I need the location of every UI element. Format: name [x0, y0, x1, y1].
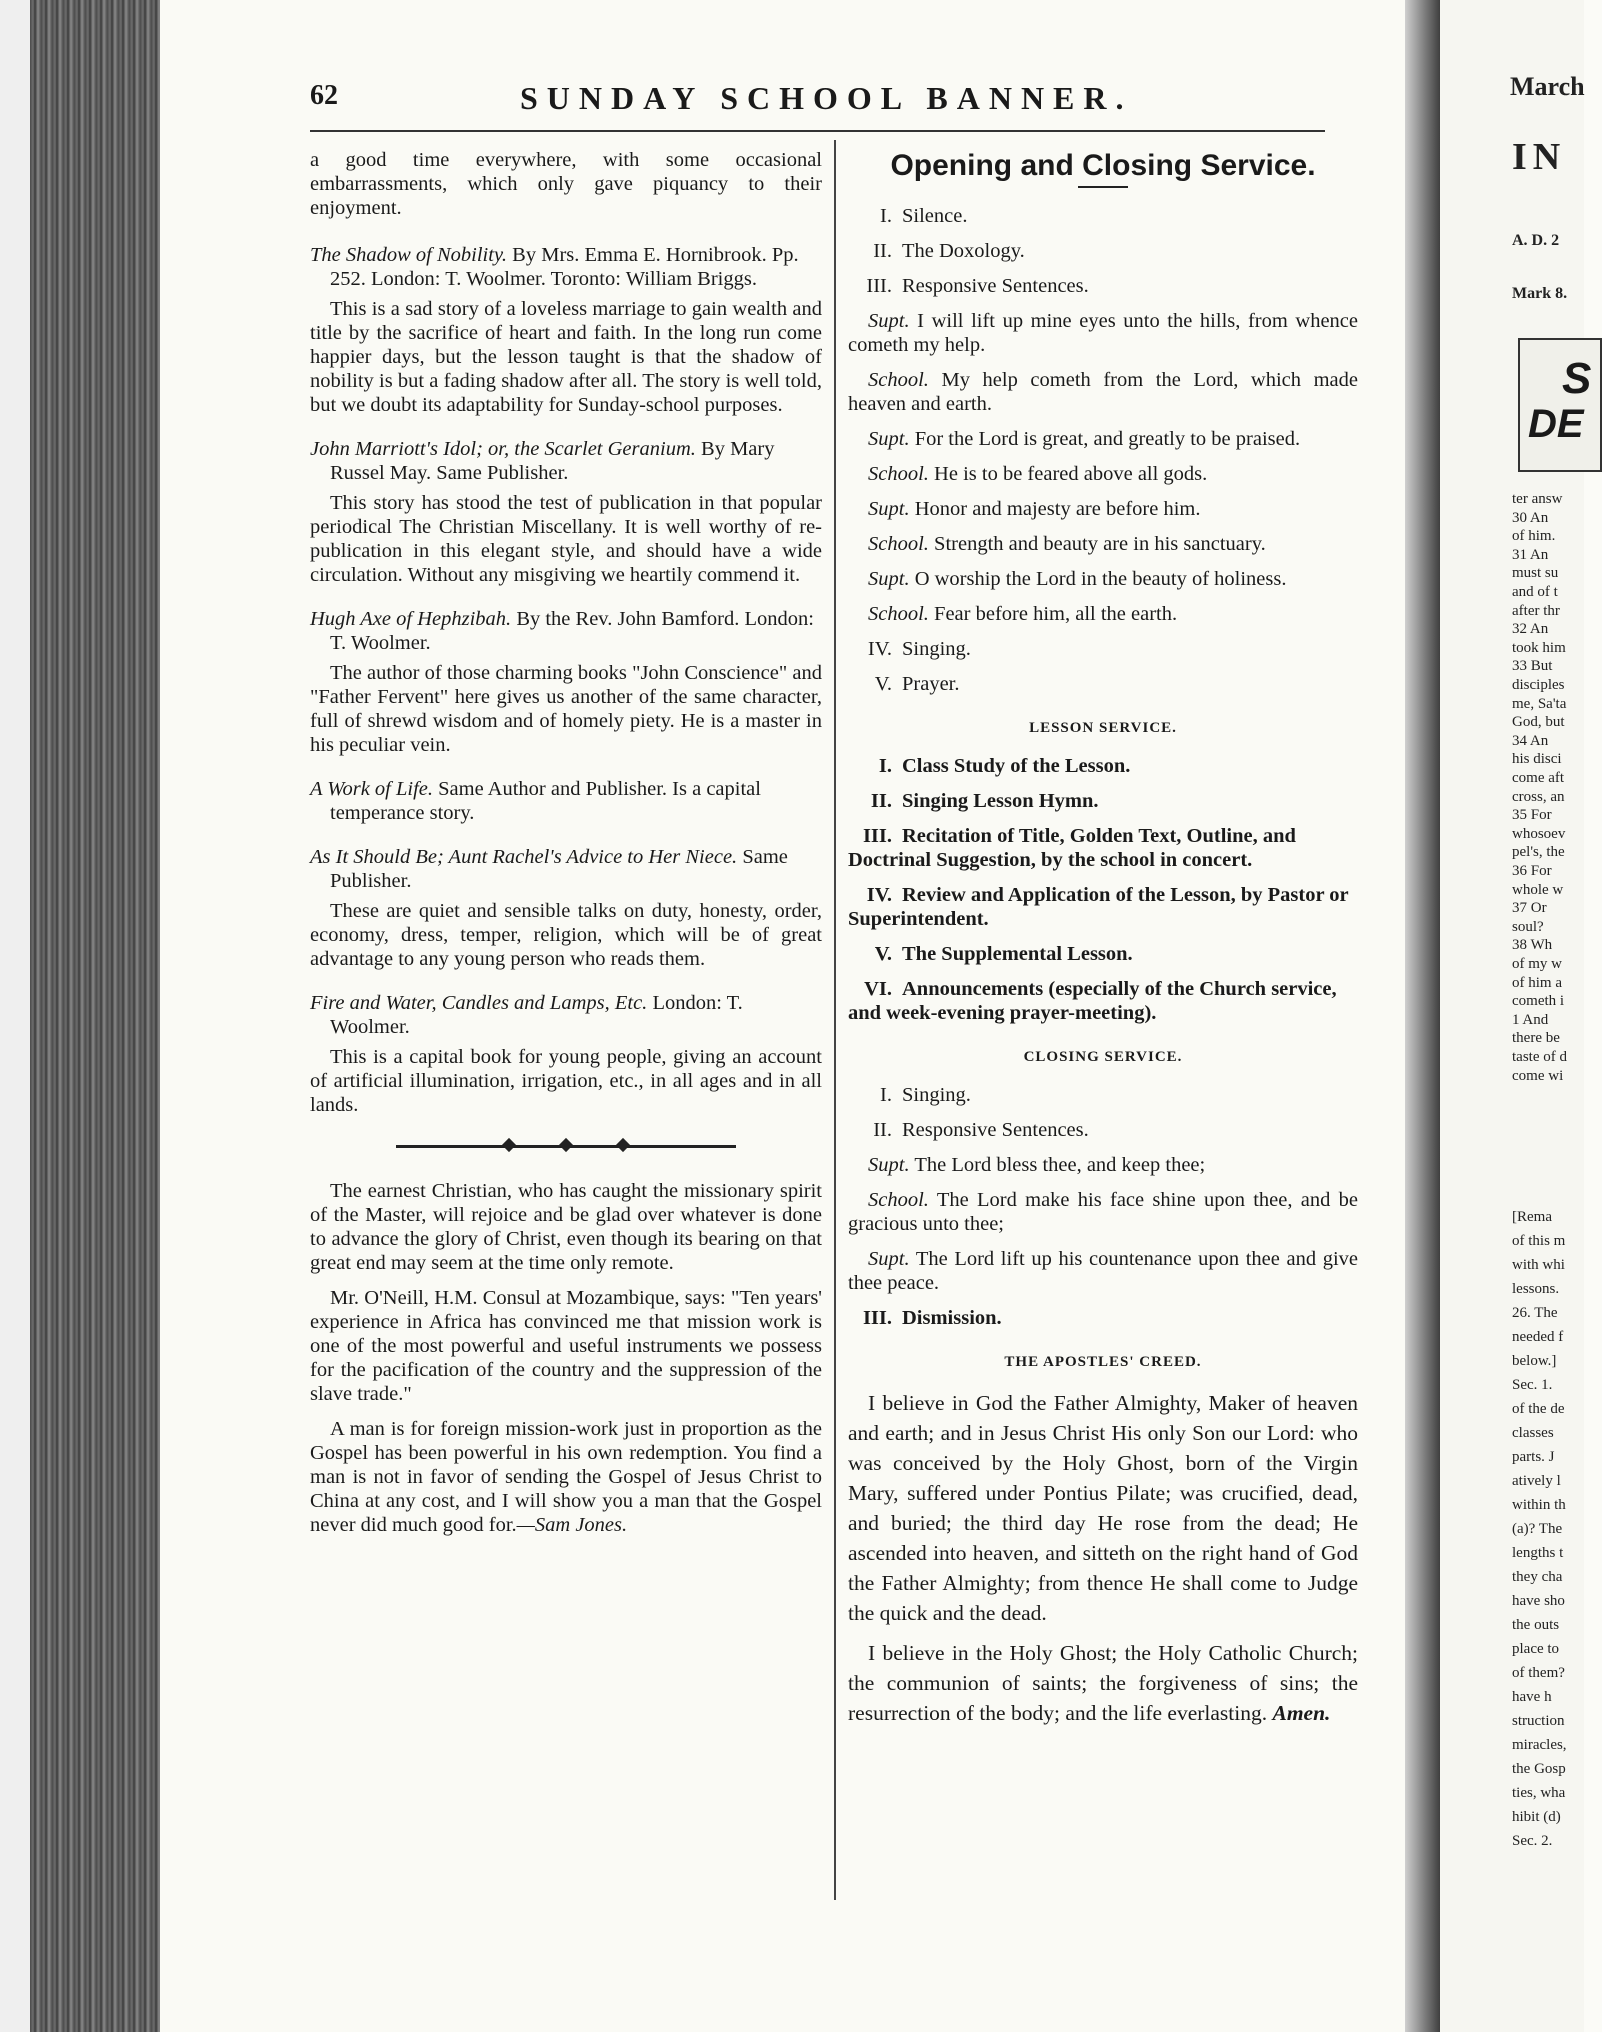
- book-title: Fire and Water, Candles and Lamps, Etc.: [310, 992, 648, 1014]
- item-text: Singing Lesson Hymn.: [902, 790, 1099, 812]
- speaker: School.: [868, 1189, 929, 1211]
- book-review: These are quiet and sensible talks on duty, honesty, order, economy, dress, temper, religion, which will be of great advantage to any young person who reads them.: [310, 900, 822, 970]
- closing-service-heading: CLOSING SERVICE.: [1023, 1049, 1183, 1065]
- facing-line: 1 And: [1512, 1011, 1549, 1028]
- facing-line: classes: [1512, 1425, 1554, 1441]
- response-line: [848, 1188, 1358, 1236]
- facing-line: 33 But: [1512, 658, 1553, 675]
- paragraph-oneill: Mr. O'Neill, H.M. Consul at Mozambique, says: "Ten years' experience in Africa has convinced me that mission work is one of the most powerful and useful instruments we possess for the pacification of the country and the suppression of the slave trade.": [310, 1287, 822, 1405]
- column-rule: [834, 140, 836, 1900]
- item-number: III.: [862, 825, 892, 847]
- book-review: This is a sad story of a loveless marriage to gain wealth and title by the sacrifice of heart and faith. In the long run come happier days, but the lesson taught is that the shadow of nobility is but a fading shadow after all. The story is well told, but we doubt its adaptability for Sunday-school purposes.: [310, 298, 822, 416]
- item-number: II.: [873, 1119, 892, 1141]
- item-number: VI.: [864, 978, 892, 1000]
- book-review: This story has stood the test of publication in that popular periodical The Christian Miscellany. It is well worthy of re-publication in this elegant style, and should have a wide circulation. Without any misgiving we heartily commend it.: [310, 492, 822, 586]
- response-line: [848, 532, 1358, 556]
- response-line: [848, 1247, 1358, 1295]
- item-number: V.: [874, 673, 892, 695]
- item-text: The Doxology.: [902, 240, 1025, 262]
- response-text: The Lord bless thee, and keep thee;: [914, 1154, 1206, 1176]
- facing-line: of my w: [1512, 956, 1562, 972]
- speaker: Supt.: [868, 568, 910, 590]
- book-title-line: [310, 991, 822, 1039]
- facing-line: there be: [1512, 1030, 1560, 1047]
- facing-line: atively l: [1512, 1473, 1561, 1489]
- service-title: Opening and Closing Service.: [890, 149, 1316, 182]
- facing-line: ter answ: [1512, 491, 1563, 507]
- running-header: [310, 80, 1320, 120]
- facing-line: [Rema: [1512, 1209, 1552, 1225]
- response-line: [848, 602, 1358, 626]
- book-title-line: [310, 437, 822, 485]
- facing-line: me, Sa'ta: [1512, 695, 1567, 712]
- speaker: School.: [868, 533, 929, 555]
- creed-paragraph-2: I believe in the Holy Ghost; the Holy Catholic Church; the communion of saints; the forgiveness of sins; the resurrection of the body; and the life everlasting. Amen.: [848, 1641, 1358, 1725]
- facing-date: A. D. 2: [1512, 232, 1560, 249]
- service-item: [848, 883, 1358, 931]
- creed-paragraph-1: I believe in God the Father Almighty, Maker of heaven and earth; and in Jesus Christ His only Son our Lord: who was conceived by the Holy Ghost, born of the Virgin Mary, suffered under Pontius Pilate; was crucified, dead, and buried; the third day He rose from the dead; He ascended into heaven, and sitteth on the right hand of God the Father Almighty; from thence He shall come to Judge the quick and the dead.: [848, 1391, 1358, 1625]
- book-entry: [310, 845, 822, 971]
- facing-line: disciples: [1512, 677, 1565, 693]
- paragraph-christian: The earnest Christian, who has caught the missionary spirit of the Master, will rejoice and be glad over whatever is done to advance the glory of Christ, even though its bearing on that great end may seem at the time only remote.: [310, 1180, 822, 1274]
- book-title: The Shadow of Nobility.: [310, 244, 508, 266]
- speaker: School.: [868, 369, 929, 391]
- facing-line: parts. J: [1512, 1449, 1555, 1465]
- facing-line: needed f: [1512, 1329, 1564, 1345]
- facing-line: 36 For: [1512, 863, 1552, 879]
- facing-line: 35 For: [1512, 807, 1552, 824]
- book-title-line: [310, 845, 822, 893]
- item-number: II.: [873, 240, 892, 262]
- response-text: Strength and beauty are in his sanctuary.: [934, 533, 1266, 555]
- facing-line: after thr: [1512, 602, 1560, 619]
- lesson-list: [848, 754, 1358, 1025]
- facing-line: the outs: [1512, 1617, 1560, 1633]
- journal-title: SUNDAY SCHOOL BANNER.: [520, 80, 1133, 116]
- speaker: Supt.: [868, 428, 910, 450]
- item-number: IV.: [867, 638, 892, 660]
- service-item: [848, 672, 1358, 696]
- facing-line: lessons.: [1512, 1281, 1560, 1297]
- facing-line: whosoev: [1512, 825, 1566, 842]
- item-number: III.: [866, 275, 892, 297]
- item-text: Singing.: [902, 1084, 971, 1106]
- facing-line: miracles,: [1512, 1737, 1567, 1753]
- book-entry: [310, 777, 822, 825]
- attribution: —Sam Jones.: [516, 1514, 628, 1536]
- facing-header: March: [1510, 72, 1585, 101]
- facing-line: his disci: [1512, 751, 1562, 768]
- service-item: [848, 637, 1358, 661]
- facing-line: cross, an: [1512, 788, 1565, 805]
- service-item: [848, 1118, 1358, 1142]
- item-text: Announcements (especially of the Church service, and week-evening prayer-meeting).: [848, 978, 1337, 1024]
- facing-line: pel's, the: [1512, 844, 1565, 861]
- book-review: This is a capital book for young people, giving an account of artificial illumination, irrigation, etc., in all ages and in all lands.: [310, 1046, 822, 1116]
- response-text: Honor and majesty are before him.: [914, 498, 1201, 520]
- response-text: O worship the Lord in the beauty of holiness.: [914, 568, 1287, 590]
- facing-line: (a)? The: [1512, 1521, 1563, 1537]
- response-text: The Lord make his face shine upon thee, and be gracious unto thee;: [848, 1189, 1358, 1235]
- book-title-line: [310, 243, 822, 291]
- apostles-creed: [848, 1388, 1358, 1728]
- facing-box: S DE: [1518, 338, 1602, 472]
- facing-line: and of t: [1512, 584, 1558, 600]
- response-text: He is to be feared above all gods.: [934, 463, 1208, 485]
- facing-line: have h: [1512, 1689, 1552, 1705]
- facing-line: of him.: [1512, 528, 1556, 545]
- facing-line: lengths t: [1512, 1545, 1564, 1561]
- facing-line: whole w: [1512, 881, 1564, 898]
- response-text: The Lord lift up his countenance upon thee and give thee peace.: [848, 1248, 1358, 1294]
- facing-line: with whi: [1512, 1257, 1565, 1273]
- item-text: Prayer.: [902, 673, 960, 695]
- facing-line: of him a: [1512, 974, 1562, 991]
- facing-line: 34 An: [1512, 732, 1549, 749]
- facing-line: 37 Or: [1512, 900, 1547, 917]
- responsive-sentences: [848, 309, 1358, 626]
- item-text: Recitation of Title, Golden Text, Outline, and Doctrinal Suggestion, by the school in concert.: [848, 825, 1296, 871]
- item-number: I.: [880, 205, 892, 227]
- item-text: Responsive Sentences.: [902, 1119, 1089, 1141]
- facing-line: 30 An: [1512, 509, 1549, 526]
- response-line: [848, 497, 1358, 521]
- service-item: [848, 239, 1358, 263]
- speaker: School.: [868, 603, 929, 625]
- item-number: I.: [878, 755, 892, 777]
- book-binding: [30, 0, 160, 2032]
- book-entry: [310, 607, 822, 757]
- speaker: Supt.: [868, 498, 910, 520]
- book-byline: By the Rev. John Bamford. London: T. Woolmer.: [330, 608, 814, 654]
- book-byline: Same Author and Publisher. Is a capital temperance story.: [330, 778, 761, 824]
- facing-line: took him: [1512, 639, 1566, 656]
- response-text: Fear before him, all the earth.: [934, 603, 1178, 625]
- facing-line: struction: [1512, 1713, 1565, 1729]
- book-title-line: [310, 777, 822, 825]
- response-line: [848, 427, 1358, 451]
- facing-heading: IN: [1512, 136, 1567, 178]
- response-line: [848, 309, 1358, 357]
- facing-line: within th: [1512, 1497, 1566, 1513]
- facing-line: soul?: [1512, 918, 1544, 935]
- facing-line: Sec. 2.: [1512, 1833, 1553, 1849]
- service-item: [848, 942, 1358, 966]
- facing-line: hibit (d): [1512, 1809, 1561, 1825]
- speaker: School.: [868, 463, 929, 485]
- facing-line: God, but: [1512, 714, 1565, 731]
- title-rule: [1078, 186, 1128, 188]
- service-item: [848, 789, 1358, 813]
- closing-end-item: III. Dismission.: [862, 1307, 1002, 1329]
- gutter-shadow: [1405, 0, 1445, 2032]
- facing-line: place to: [1512, 1641, 1560, 1657]
- facing-line: ties, wha: [1512, 1785, 1566, 1801]
- book-title: A Work of Life.: [310, 778, 434, 800]
- response-line: [848, 1153, 1358, 1177]
- ornament-divider: [396, 1139, 736, 1153]
- service-item: [848, 1083, 1358, 1107]
- service-item: [848, 754, 1358, 778]
- response-text: I will lift up mine eyes unto the hills, from whence cometh my help.: [848, 310, 1358, 356]
- item-text: Silence.: [902, 205, 968, 227]
- item-text: Singing.: [902, 638, 971, 660]
- facing-line: of this m: [1512, 1233, 1566, 1249]
- service-item: [848, 824, 1358, 872]
- facing-line: come wi: [1512, 1067, 1564, 1084]
- item-text: Review and Application of the Lesson, by Pastor or Superintendent.: [848, 884, 1349, 930]
- facing-line: taste of d: [1512, 1049, 1567, 1065]
- speaker: Supt.: [868, 310, 910, 332]
- item-text: Responsive Sentences.: [902, 275, 1089, 297]
- facing-line: below.]: [1512, 1353, 1557, 1369]
- book-entry: [310, 243, 822, 417]
- header-rule: [310, 130, 1325, 132]
- facing-line: 26. The: [1512, 1305, 1558, 1321]
- item-number: I.: [880, 1084, 892, 1106]
- facing-line: have sho: [1512, 1593, 1565, 1609]
- book-title: John Marriott's Idol; or, the Scarlet Geranium.: [310, 438, 696, 460]
- facing-line: the Gosp: [1512, 1761, 1566, 1777]
- speaker: Supt.: [868, 1248, 910, 1270]
- facing-line: they cha: [1512, 1569, 1563, 1585]
- opening-end-list: [848, 637, 1358, 696]
- item-text: The Supplemental Lesson.: [902, 943, 1133, 965]
- service-item: [848, 977, 1358, 1025]
- response-line: [848, 567, 1358, 591]
- response-line: [848, 368, 1358, 416]
- book-reviews: [310, 243, 822, 1117]
- left-column: [310, 148, 822, 1548]
- creed-heading: THE APOSTLES' CREED.: [1004, 1354, 1202, 1370]
- opening-list: [848, 204, 1358, 298]
- facing-line: of the de: [1512, 1401, 1565, 1417]
- item-text: Class Study of the Lesson.: [902, 755, 1131, 777]
- book-entry: [310, 991, 822, 1117]
- facing-line: must su: [1512, 565, 1559, 582]
- facing-line: 31 An: [1512, 546, 1549, 563]
- book-title: Hugh Axe of Hephzibah.: [310, 608, 512, 630]
- facing-line: 32 An: [1512, 621, 1549, 638]
- book-title-line: [310, 607, 822, 655]
- facing-scripture: Mark 8.: [1512, 285, 1568, 302]
- book-entry: [310, 437, 822, 587]
- book-byline: Same Publisher.: [330, 846, 788, 892]
- service-item: [848, 204, 1358, 228]
- book-byline: By Mary Russel May. Same Publisher.: [330, 438, 775, 484]
- book-byline: London: T. Woolmer.: [330, 992, 743, 1038]
- response-line: [848, 462, 1358, 486]
- book-review: The author of those charming books "John Conscience" and "Father Fervent" here gives us another of the same character, full of shrewd wisdom and of homely piety. He is a master in his peculiar vein.: [310, 662, 822, 756]
- facing-line: of them?: [1512, 1665, 1565, 1681]
- item-number: IV.: [866, 884, 892, 906]
- closing-responses: [848, 1153, 1358, 1295]
- lesson-service-heading: LESSON SERVICE.: [1029, 720, 1177, 736]
- page-edge: [0, 0, 30, 2032]
- speaker: Supt.: [868, 1154, 910, 1176]
- paragraph-mission: A man is for foreign mission-work just in proportion as the Gospel has been powerful in his own redemption. You find a man is not in favor of sending the Gospel of Jesus Christ to China at any cost, and I will show you a man that the Gospel never did much good for.—Sam Jones.: [310, 1418, 822, 1536]
- book-title: As It Should Be; Aunt Rachel's Advice to Her Niece.: [310, 846, 738, 868]
- page-number: 62: [310, 80, 338, 111]
- item-number: V.: [874, 943, 892, 965]
- closing-list: [848, 1083, 1358, 1142]
- item-number: II.: [870, 790, 892, 812]
- facing-line: come aft: [1512, 770, 1565, 786]
- service-item: [848, 274, 1358, 298]
- response-text: My help cometh from the Lord, which made heaven and earth.: [848, 369, 1358, 415]
- intro-paragraph: a good time everywhere, with some occasional embarrassments, which only gave piquancy to their enjoyment.: [310, 149, 822, 219]
- book-byline: By Mrs. Emma E. Hornibrook. Pp. 252. London: T. Woolmer. Toronto: William Briggs.: [330, 244, 799, 290]
- facing-line: Sec. 1.: [1512, 1377, 1553, 1393]
- response-text: For the Lord is great, and greatly to be praised.: [914, 428, 1301, 450]
- facing-line: 38 Wh: [1512, 937, 1553, 954]
- facing-line: cometh i: [1512, 993, 1565, 1010]
- right-column: [848, 148, 1358, 1738]
